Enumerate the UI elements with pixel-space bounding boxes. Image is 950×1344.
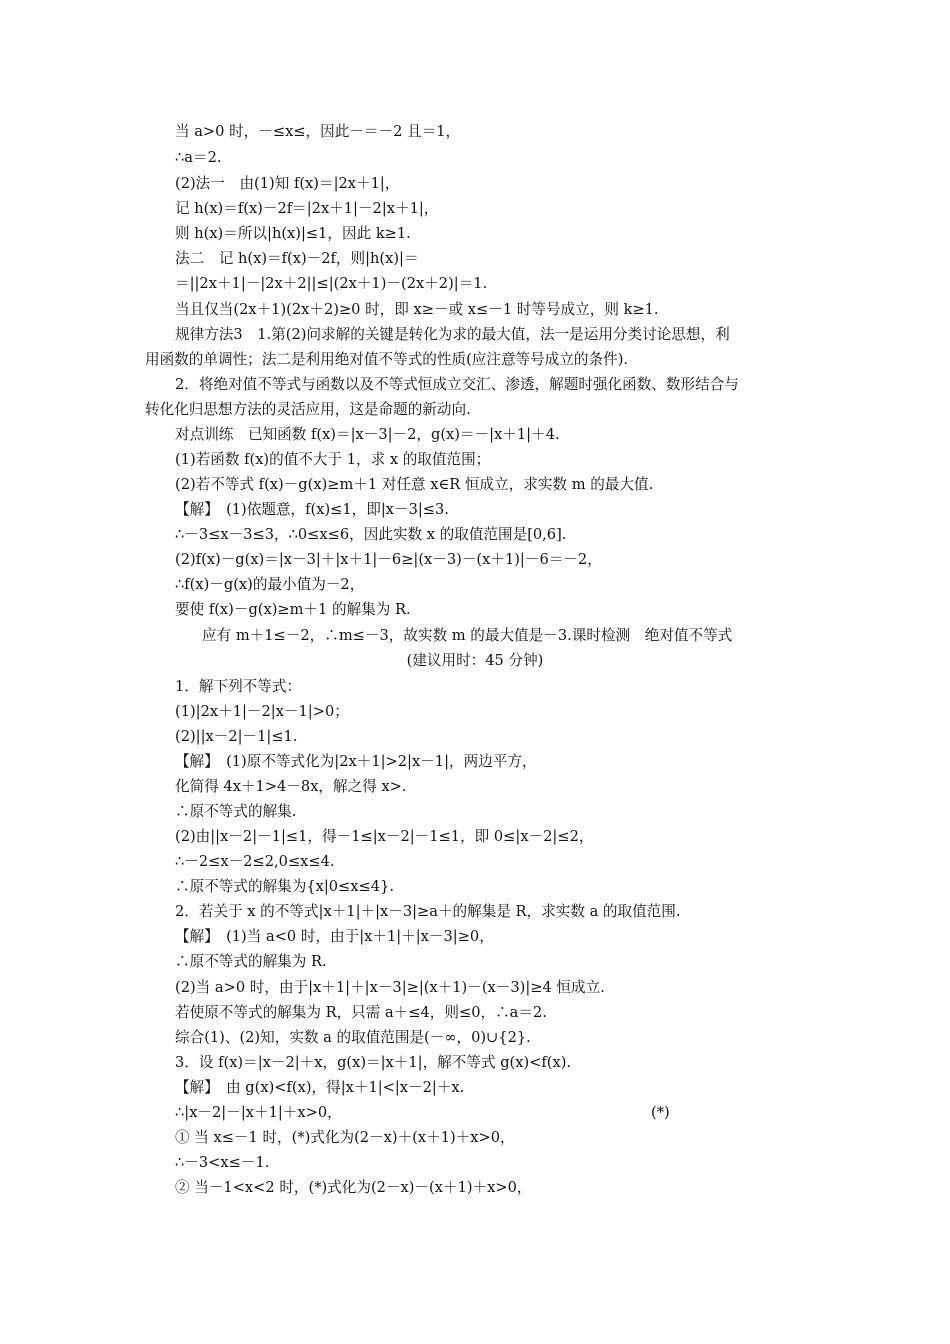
text-line: ∴原不等式的解集. [175, 803, 297, 820]
section-subtitle: (建议用时：45 分钟) [406, 652, 544, 669]
text-line: (1)|2x＋1|－2|x－1|>0； [175, 703, 349, 720]
text-line: ∴a＝2. [175, 149, 222, 166]
equation-tag: (*) [651, 1104, 670, 1121]
text-line: 当 a>0 时，－≤x≤，因此－＝－2 且＝1， [175, 123, 461, 140]
text-line: 【解】 由 g(x)<f(x)，得|x＋1|<|x－2|＋x. [175, 1079, 465, 1096]
text-line: 【解】 (1)原不等式化为|2x＋1|>2|x－1|，两边平方， [175, 753, 537, 770]
text-line: 应有 m＋1≤－2，∴m≤－3，故实数 m 的最大值是－3.课时检测 绝对值不等式 [202, 627, 733, 644]
text-line: 2．若关于 x 的不等式|x＋1|＋|x－3|≥a＋的解集是 R，求实数 a 的取值范围. [175, 903, 681, 920]
text-line: 当且仅当(2x＋1)(2x＋2)≥0 时，即 x≥－或 x≤－1 时等号成立，则 k≥1. [175, 301, 659, 318]
text-line: (1)若函数 f(x)的值不大于 1，求 x 的取值范围； [175, 451, 491, 468]
text-line: ∴－2≤x－2≤2,0≤x≤4. [175, 853, 335, 870]
text-line: 2．将绝对值不等式与函数以及不等式恒成立交汇、渗透，解题时强化函数、数形结合与 [175, 376, 739, 393]
text-line: 转化化归思想方法的灵活应用，这是命题的新动向. [145, 401, 471, 418]
text-line: ∴－3<x≤－1. [175, 1154, 270, 1171]
text-line: (2)f(x)－g(x)＝|x－3|＋|x＋1|－6≥|(x－3)－(x＋1)|－6＝－2， [175, 551, 602, 568]
text-line: 法二 记 h(x)＝f(x)－2f，则|h(x)|＝ [175, 250, 419, 267]
text-line: (2)若不等式 f(x)－g(x)≥m＋1 对任意 x∈R 恒成立，求实数 m 的最大值. [175, 476, 654, 493]
text-line: 规律方法3 1.第(2)问求解的关键是转化为求的最大值，法一是运用分类讨论思想，利 [175, 326, 730, 343]
text-line: 记 h(x)＝f(x)－2f＝|2x＋1|－2|x＋1|， [175, 200, 439, 217]
text-line: (2)法一 由(1)知 f(x)＝|2x＋1|， [175, 175, 400, 192]
text-line: 1．解下列不等式： [175, 678, 302, 695]
text-line: 要使 f(x)－g(x)≥m＋1 的解集为 R. [175, 601, 411, 618]
text-line: ∴原不等式的解集为 R. [175, 953, 327, 970]
text-line: (2)当 a>0 时，由于|x＋1|＋|x－3|≥|(x＋1)－(x－3)|≥4 恒成立. [175, 979, 605, 996]
text-line: 【解】 (1)依题意，f(x)≤1，即|x－3|≤3. [175, 501, 449, 518]
text-line: ∴|x－2|－|x＋1|＋x>0， [175, 1104, 342, 1121]
text-line: 综合(1)、(2)知，实数 a 的取值范围是(－∞，0)∪{2}. [175, 1029, 531, 1046]
text-line: 【解】 (1)当 a<0 时，由于|x＋1|＋|x－3|≥0， [175, 928, 494, 945]
text-line: 化简得 4x＋1>4－8x，解之得 x>. [175, 778, 407, 795]
text-line: ② 当－1<x<2 时，(*)式化为(2－x)－(x＋1)＋x>0， [175, 1179, 532, 1196]
text-line: (2)||x－2|－1|≤1. [175, 728, 298, 745]
text-line: 若使原不等式的解集为 R，只需 a＋≤4，则≤0，∴a＝2. [175, 1004, 547, 1021]
text-line: ∴－3≤x－3≤3，∴0≤x≤6，因此实数 x 的取值范围是[0,6]. [175, 526, 567, 543]
text-line: 用函数的单调性；法二是利用绝对值不等式的性质(应注意等号成立的条件). [145, 351, 629, 368]
text-line: 对点训练 已知函数 f(x)＝|x－3|－2，g(x)＝－|x＋1|＋4. [175, 426, 560, 443]
text-line: 3．设 f(x)＝|x－2|＋x，g(x)＝|x＋1|，解不等式 g(x)<f(x). [175, 1054, 572, 1071]
text-line: ① 当 x≤－1 时，(*)式化为(2－x)＋(x＋1)＋x>0， [175, 1129, 515, 1146]
text-line: 则 h(x)＝所以|h(x)|≤1，因此 k≥1. [175, 225, 411, 242]
text-line: (2)由||x－2|－1|≤1，得－1≤|x－2|－1≤1，即 0≤|x－2|≤2， [175, 828, 594, 845]
text-line: ∴f(x)－g(x)的最小值为－2， [175, 576, 365, 593]
text-line: ∴原不等式的解集为{x|0≤x≤4}. [175, 878, 394, 895]
text-line: ＝||2x＋1|－|2x＋2||≤|(2x＋1)－(2x＋2)|＝1. [175, 275, 488, 292]
